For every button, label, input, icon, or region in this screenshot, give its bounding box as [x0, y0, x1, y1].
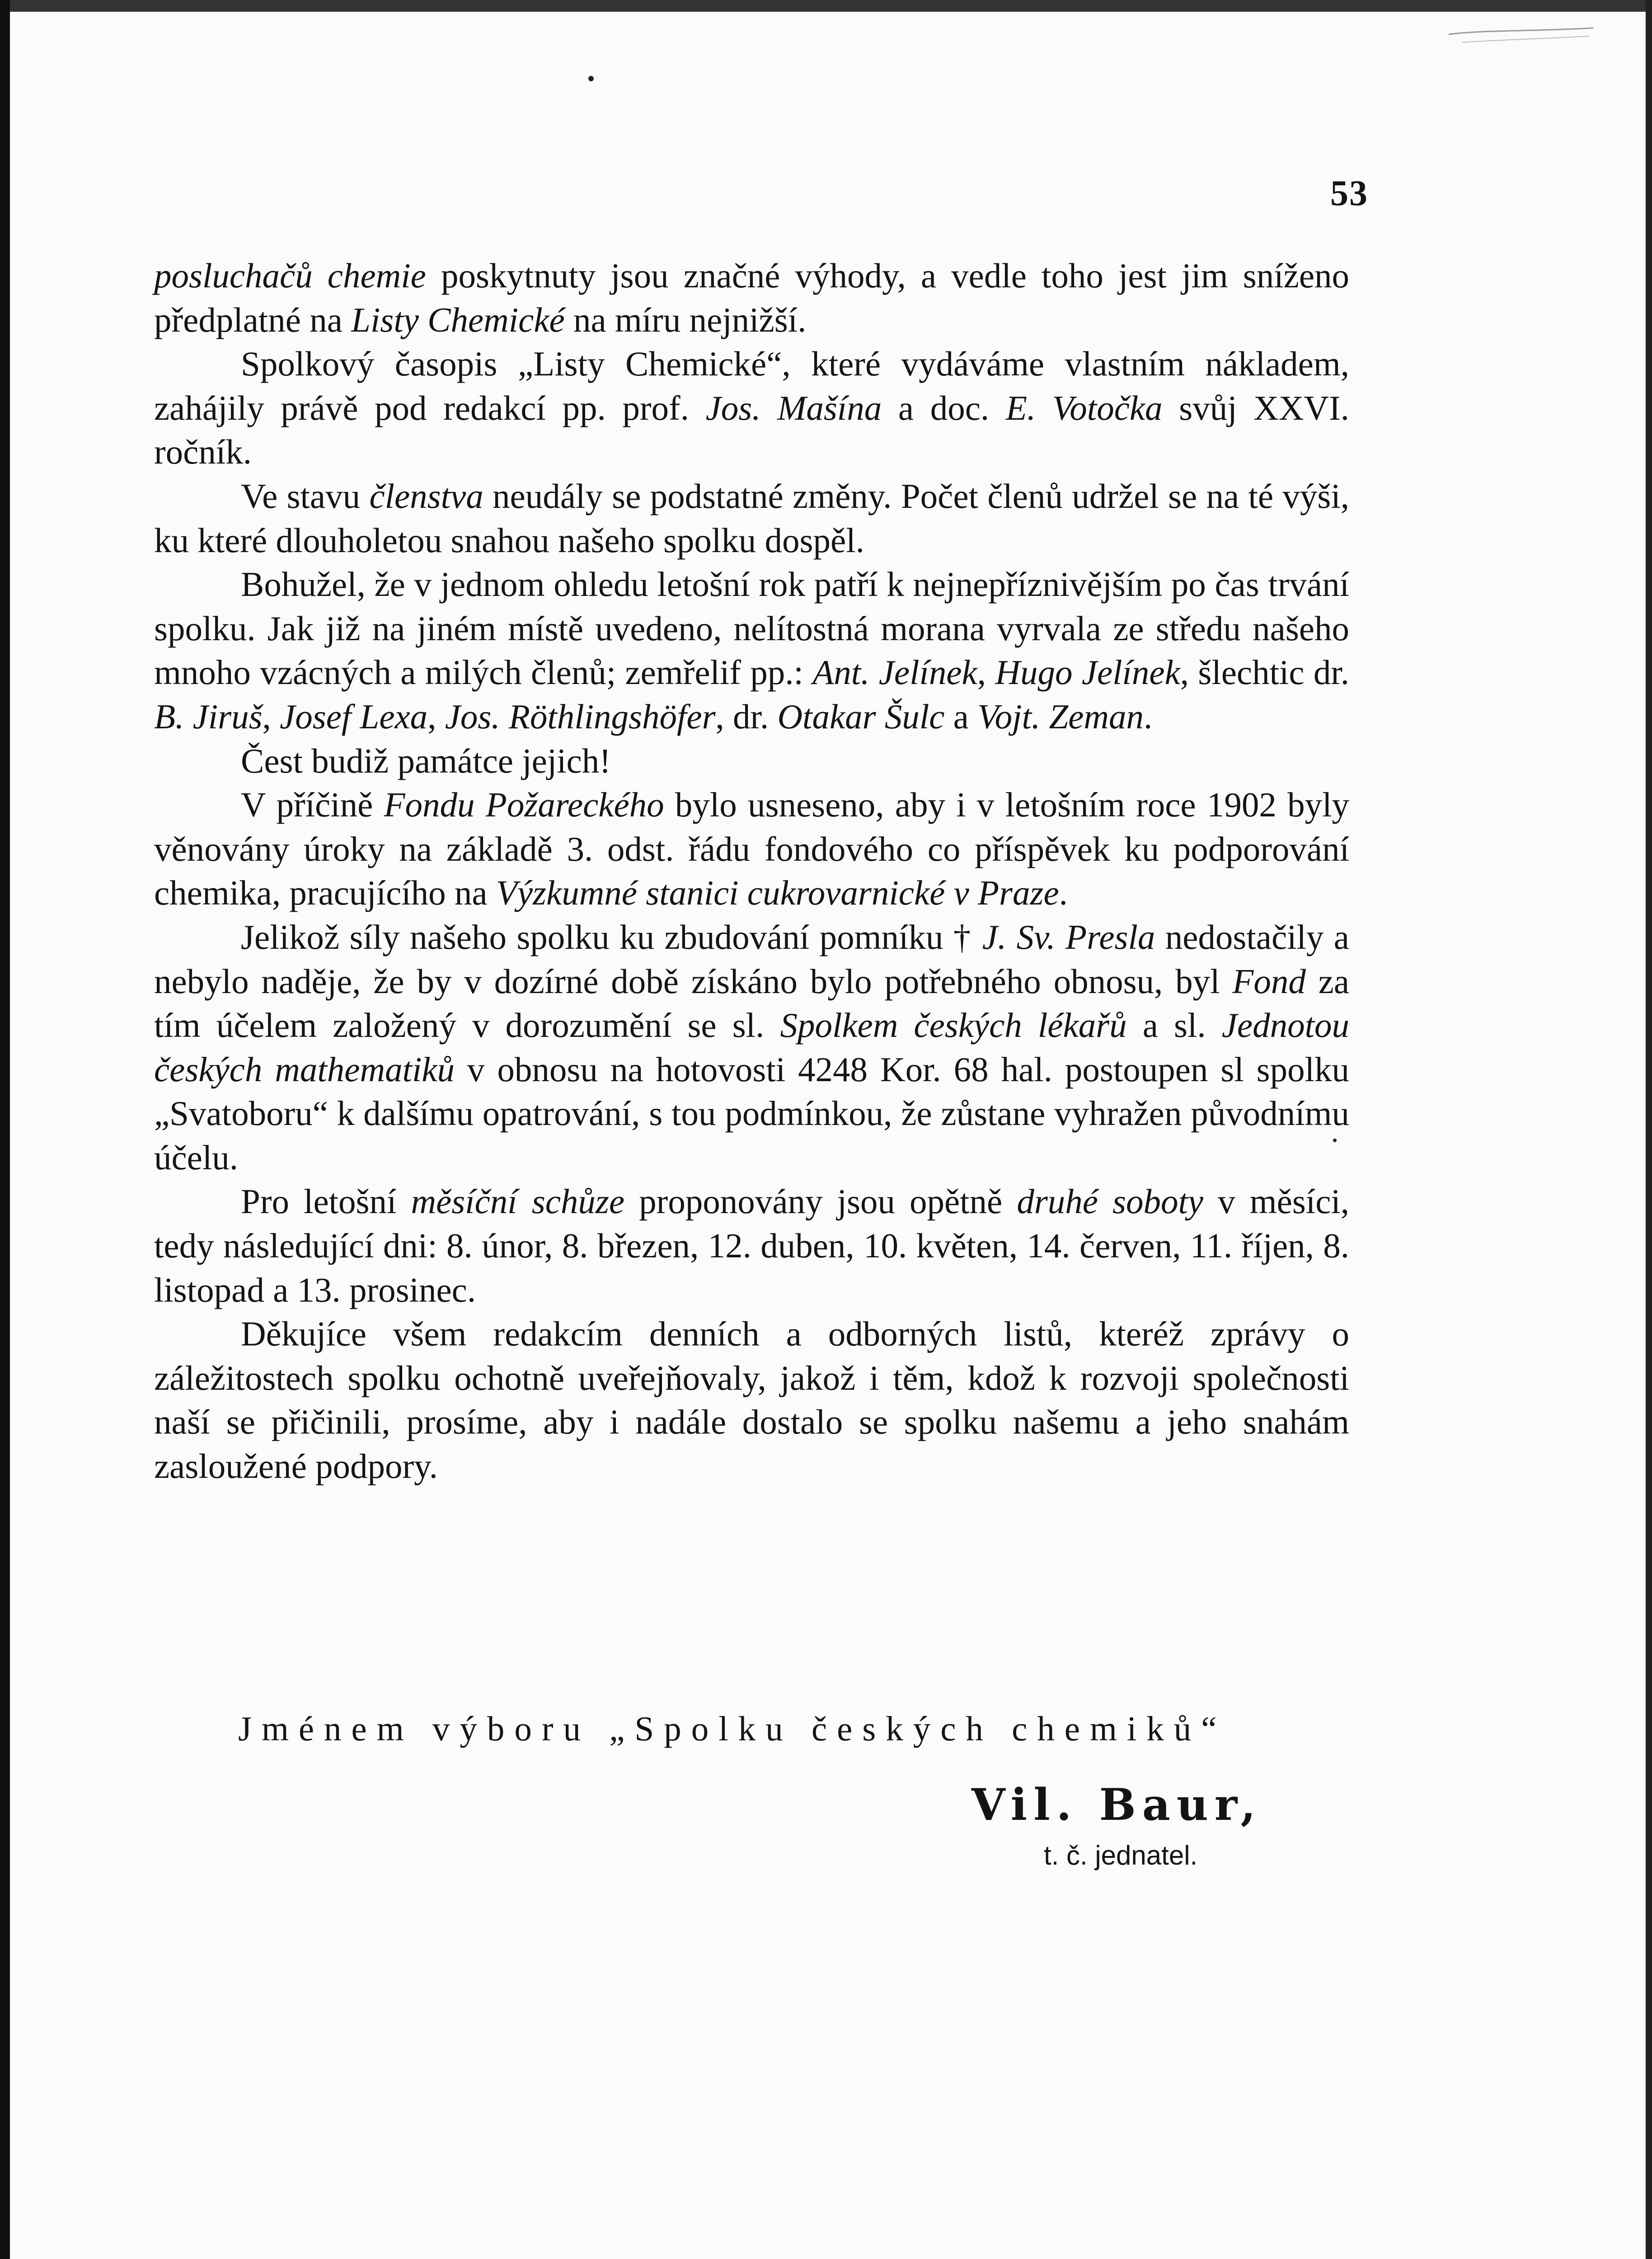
italic-phrase: Spolkem českých lékařů	[780, 1006, 1127, 1045]
italic-phrase: Jos. Mašína	[705, 388, 882, 427]
body-text	[154, 254, 1349, 1489]
signature-name: Vil. Baur,	[971, 1779, 1262, 1830]
paragraph	[154, 562, 1349, 739]
text-run: .	[1059, 873, 1068, 913]
italic-phrase: Jednotou českých mathematiků	[154, 1006, 1349, 1089]
text-run: v měsíci, tedy následující dni: 8. únor, 8. březen, 12. duben, 10. květen, 14. červen, 11. říjen, 8. listopad a 13. prosinec.	[154, 1182, 1350, 1309]
italic-phrase: E. Votočka	[1005, 388, 1163, 427]
scan-border-right	[1646, 0, 1652, 2259]
paragraph	[154, 254, 1349, 342]
text-run: Děkujíce všem redakcím denních a odborných listů, kteréž zprávy o záležitostech spolku ochotně uveřejňovaly, jakož i těm, kdož k rozvoji společnosti naší se přičinili, prosíme, aby i nadále dostalo se spolku našemu a jeho snahám zasloužené podpory.	[154, 1314, 1349, 1486]
text-run: Bohužel, že v jednom ohledu letošní rok patří k nejnepříznivějším po čas trvání spolku. Jak již na jiném místě uvedeno, nelítostná morana vyrvala ze středu našeho mnoho vzácných a milých členů; zemřelif pp.:	[154, 565, 1349, 692]
text-run: v obnosu na hotovosti 4248 Kor. 68 hal. postoupen sl spolku „Svatoboru“ k dalšímu opatrování, s tou podmínkou, že zůstane vyhražen původnímu účelu.	[154, 1050, 1350, 1177]
text-run: ,	[262, 697, 280, 736]
italic-phrase: Hugo Jelínek	[995, 653, 1180, 692]
text-run: Jelikož síly našeho spolku ku zbudování pomníku †	[241, 917, 982, 956]
italic-phrase: B. Jiruš	[154, 697, 263, 736]
italic-phrase: Vojt. Zeman	[977, 697, 1144, 736]
text-run: a sl.	[1126, 1006, 1222, 1045]
italic-phrase: Listy Chemické	[351, 300, 565, 339]
scan-scratch-mark	[1444, 16, 1598, 52]
text-run: bylo usneseno, aby i v letošním roce 1902 byly věnovány úroky na základě 3. odst. řádu fondového co příspěvek ku podporování chemika, pracujícího na	[154, 785, 1349, 913]
italic-phrase: J. Sv. Presla	[982, 917, 1155, 956]
text-run: a	[944, 697, 978, 736]
text-run: svůj XXVI. ročník.	[154, 388, 1349, 472]
text-run: za tím účelem založený v dorozumění se sl.	[154, 961, 1349, 1045]
text-run: .	[1144, 697, 1153, 736]
italic-phrase: posluchačů chemie	[154, 256, 426, 295]
text-run: Spolkový časopis „Listy Chemické“, které vydáváme vlastním nákladem, zahájily právě pod redakcí pp. prof.	[154, 344, 1349, 427]
text-run: ,	[977, 653, 995, 692]
text-run: ,	[427, 697, 445, 736]
text-run: proponovány jsou opětně	[624, 1182, 1017, 1221]
text-run: poskytnuty jsou značné výhody, a vedle toho jest jim sníženo předplatné na	[154, 256, 1349, 339]
text-run: Ve stavu	[241, 476, 370, 516]
italic-phrase: Výzkumné stanici cukrovarnické v Praze	[496, 873, 1059, 913]
paragraph	[154, 739, 1349, 783]
text-run: a doc.	[882, 388, 1006, 427]
text-run: na míru nejnižší.	[564, 300, 807, 339]
italic-phrase: Fondu Požareckého	[384, 785, 664, 825]
text-run: Pro letošní	[241, 1182, 411, 1221]
paragraph	[154, 1312, 1349, 1488]
italic-phrase: druhé soboty	[1017, 1182, 1204, 1221]
paragraph	[154, 342, 1349, 474]
scan-border-left	[0, 0, 10, 2259]
paragraph	[154, 1180, 1349, 1312]
page-number: 53	[1330, 173, 1368, 213]
text-run: , dr.	[715, 697, 778, 736]
closing-line: Jménem výboru „Spolku českých chemiků“	[238, 1709, 1227, 1748]
scan-speck	[588, 76, 594, 81]
italic-phrase: měsíční schůze	[411, 1182, 625, 1221]
text-run: neudály se podstatné změny. Počet členů udržel se na té výši, ku které dlouholetou snahou našeho spolku dospěl.	[154, 476, 1349, 560]
paragraph	[154, 783, 1349, 915]
italic-phrase: Josef Lexa	[280, 697, 428, 736]
italic-phrase: Ant. Jelínek	[812, 653, 977, 692]
text-run: Čest budiž památce jejich!	[241, 741, 611, 780]
text-run: V příčině	[241, 785, 384, 825]
italic-phrase: členstva	[369, 476, 483, 516]
paragraph	[154, 915, 1349, 1180]
scan-border-top	[0, 0, 1652, 12]
italic-phrase: Fond	[1232, 961, 1306, 1001]
italic-phrase: Otakar Šulc	[777, 697, 945, 736]
signature-title: t. č. jednatel.	[1044, 1840, 1198, 1870]
italic-phrase: Jos. Röthlingshöfer	[445, 697, 716, 736]
text-run: nedostačily a nebylo naděje, že by v dozírné době získáno bylo potřebného obnosu, byl	[154, 917, 1349, 1001]
paragraph	[154, 474, 1349, 562]
text-run: , šlechtic dr.	[1180, 653, 1350, 692]
